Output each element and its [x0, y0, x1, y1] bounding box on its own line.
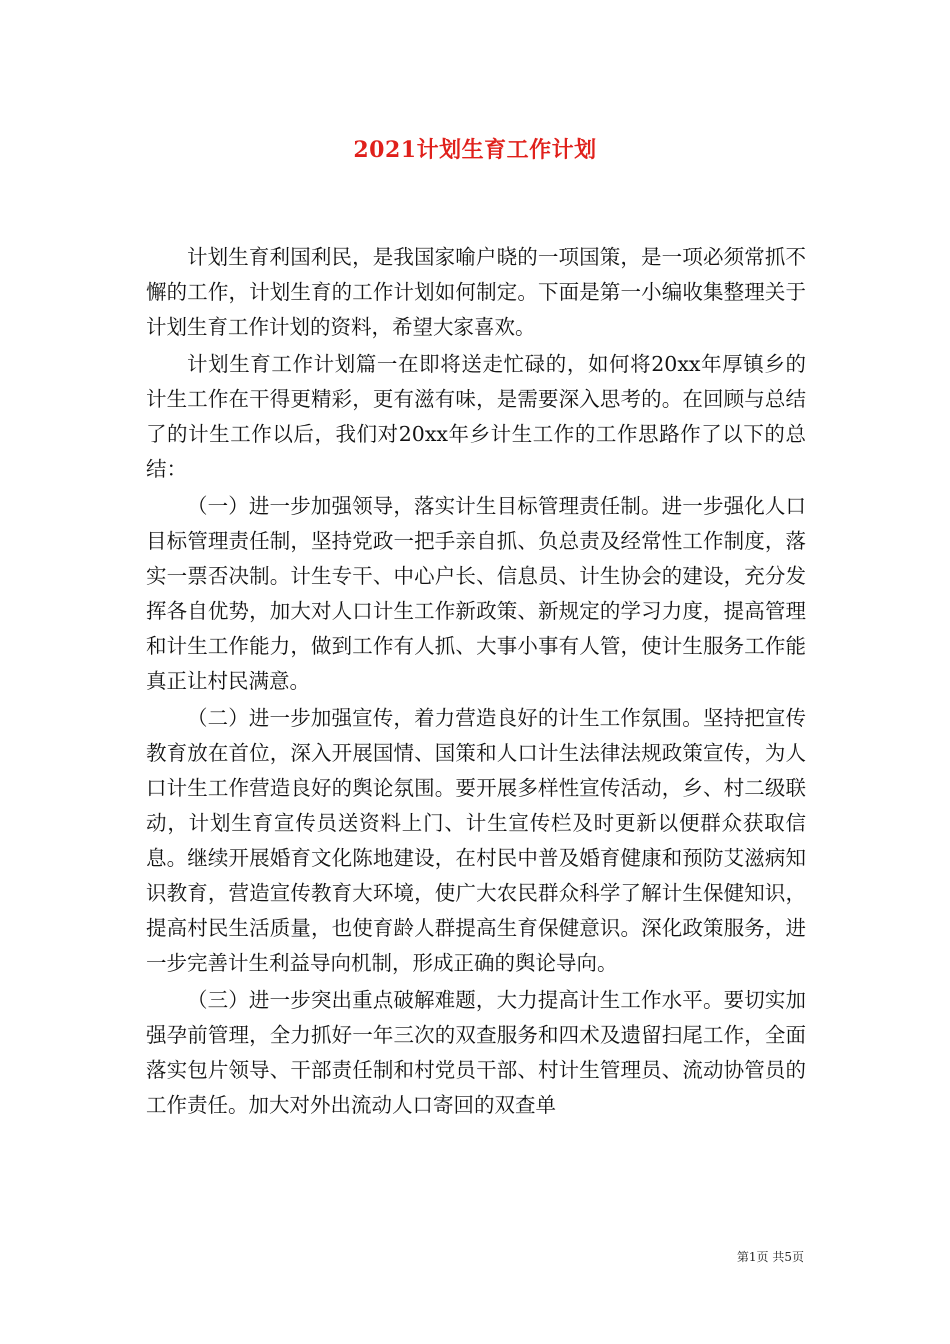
paragraph-section-three: （三）进一步突出重点破解难题，大力提高计生工作水平。要切实加强孕前管理，全力抓好一年三次的双查服务和四术及遗留扫尾工作，全面落实包片领导、干部责任制和村党员干部、村计生管理员、流动协管员的工作责任。加大对外出流动人口寄回的双查单: [146, 988, 806, 1117]
document-title: 2021计划生育工作计划: [353, 137, 597, 163]
paragraph-plan-one: 计划生育工作计划篇一在即将送走忙碌的，如何将20xx年厚镇乡的计生工作在干得更精彩，更有滋有味，是需要深入思考的。在回顾与总结了的计生工作以后，我们对20xx年乡计生工作的工作思路作了以下的总结：: [146, 352, 806, 481]
page-number: 第1页 共5页: [736, 1250, 804, 1264]
paragraph-section-two: （二）进一步加强宣传，着力营造良好的计生工作氛围。坚持把宣传教育放在首位，深入开展国情、国策和人口计生法律法规政策宣传，为人口计生工作营造良好的舆论氛围。要开展多样性宣传活动，乡、村二级联动，计划生育宣传员送资料上门、计生宣传栏及时更新以便群众获取信息。继续开展婚育文化陈地建设，在村民中普及婚育健康和预防艾滋病知识教育，营造宣传教育大环境，使广大农民群众科学了解计生保健知识，提高村民生活质量，也使育龄人群提高生育保健意识。深化政策服务，进一步完善计生利益导向机制，形成正确的舆论导向。: [146, 706, 806, 975]
paragraph-intro: 计划生育利国利民，是我国家喻户晓的一项国策，是一项必须常抓不懈的工作，计划生育的工作计划如何制定。下面是第一小编收集整理关于计划生育工作计划的资料，希望大家喜欢。: [146, 245, 806, 339]
paragraph-section-one: （一）进一步加强领导，落实计生目标管理责任制。进一步强化人口目标管理责任制，坚持党政一把手亲自抓、负总责及经常性工作制度，落实一票否决制。计生专干、中心户长、信息员、计生协会的建设，充分发挥各自优势，加大对人口计生工作新政策、新规定的学习力度，提高管理和计生工作能力，做到工作有人抓、大事小事有人管，使计生服务工作能真正让村民满意。: [146, 494, 806, 693]
document-body: [146, 240, 806, 1125]
